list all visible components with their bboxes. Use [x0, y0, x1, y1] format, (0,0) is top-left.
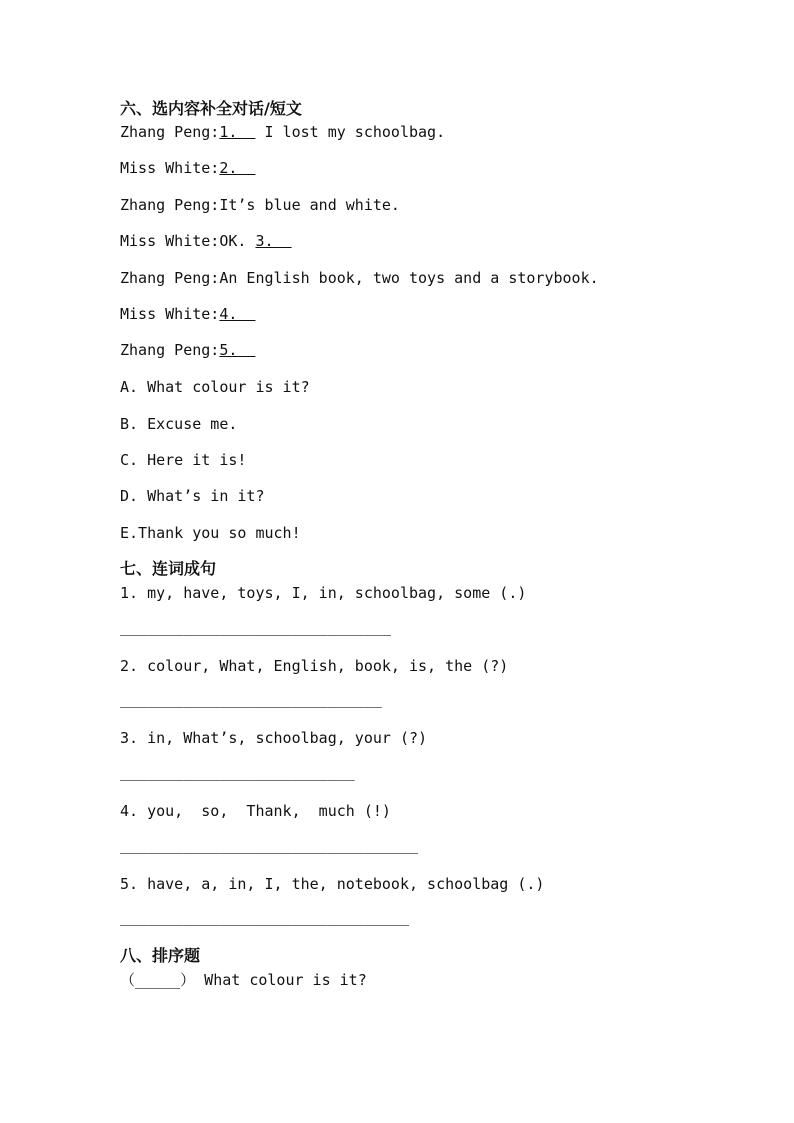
sentence-prompt: 4. you, so, Thank, much (!)	[120, 802, 391, 820]
answer-blank[interactable]: 4.	[219, 305, 256, 323]
speaker-label: Zhang Peng:	[120, 196, 220, 214]
dialogue-line	[120, 304, 255, 324]
dialogue-line	[120, 268, 599, 288]
answer-line[interactable]: _________________________________	[120, 836, 419, 854]
speaker-label: Miss White:	[120, 159, 220, 177]
speaker-label: Zhang Peng:	[120, 341, 220, 359]
answer-line[interactable]: ______________________________	[120, 618, 391, 636]
answer-line[interactable]: __________________________	[120, 763, 355, 781]
dialogue-line	[120, 340, 255, 360]
sentence-prompt: 5. have, a, in, I, the, notebook, schoolbag (.)	[120, 875, 545, 893]
answer-line[interactable]: ________________________________	[120, 908, 409, 926]
dialogue-text: I lost my schoolbag.	[255, 123, 446, 141]
option-item: A. What colour is it?	[120, 378, 310, 396]
answer-blank[interactable]: 5.	[219, 341, 256, 359]
option-item: E.Thank you so much!	[120, 524, 301, 542]
ordering-item	[120, 970, 367, 990]
sentence-prompt: 3. in, What’s, schoolbag, your (?)	[120, 729, 428, 747]
dialogue-line	[120, 122, 445, 142]
speaker-label: Zhang Peng:	[120, 123, 220, 141]
speaker-label: Miss White:	[120, 305, 220, 323]
speaker-label: Miss White:	[120, 232, 220, 250]
sentence-prompt: 1. my, have, toys, I, in, schoolbag, some (.)	[120, 584, 527, 602]
option-item: C. Here it is!	[120, 451, 247, 469]
dialogue-text: An English book, two toys and a storybook.	[219, 269, 599, 287]
dialogue-line	[120, 195, 400, 215]
answer-blank[interactable]: 1.	[219, 123, 256, 141]
answer-line[interactable]: _____________________________	[120, 690, 382, 708]
dialogue-line	[120, 231, 292, 251]
order-blank[interactable]: （_____）	[120, 971, 196, 989]
ordering-text: What colour is it?	[195, 971, 367, 989]
sentence-prompt: 2. colour, What, English, book, is, the (?)	[120, 657, 509, 675]
dialogue-text: It’s blue and white.	[219, 196, 400, 214]
dialogue-line	[120, 158, 255, 178]
section-eight-title: 八、排序题	[120, 946, 201, 965]
answer-blank[interactable]: 2.	[219, 159, 256, 177]
dialogue-text: OK.	[219, 232, 256, 250]
option-item: B. Excuse me.	[120, 415, 238, 433]
speaker-label: Zhang Peng:	[120, 269, 220, 287]
section-seven-title: 七、连词成句	[120, 559, 217, 578]
option-item: D. What’s in it?	[120, 487, 265, 505]
answer-blank[interactable]: 3.	[255, 232, 292, 250]
section-six-title: 六、选内容补全对话/短文	[120, 99, 302, 118]
